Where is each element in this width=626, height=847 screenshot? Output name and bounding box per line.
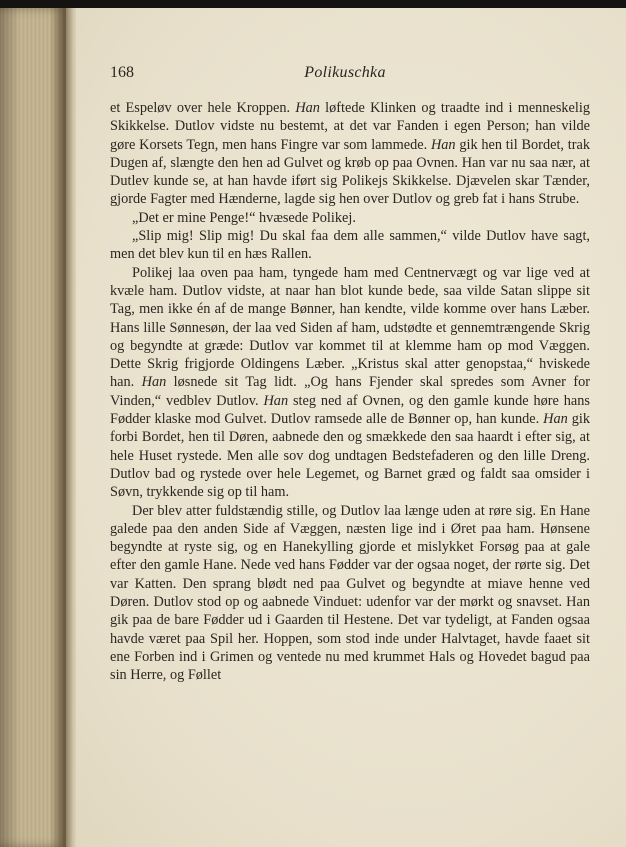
italic-emphasis: Han [263,392,289,409]
italic-emphasis: Han [295,100,320,116]
page-header [110,64,580,86]
scan-top-edge [0,0,626,8]
body-text [110,99,590,685]
book-page-edges [0,8,66,847]
paragraph: Polikej laa oven paa ham, tyngede ham med Centnervægt og var lige ved at kvæle ham. Dutlov vidste, at naar han blot kunde bede, saa vilde Satan slippe sit Tag, men ikke én af de mange Bønner, han kendte, vilde komme over hans Læber. Hans lille Sønnesøn, der laa ved Siden af ham, udstødte et gennemtrængende Skrig og begyndte at græde: Dutlov var kommet til at klemme ham op mod Væggen. Dette Skrig frigjorde Oldingens Læber. „Kristus skal atter genopstaa,“ hviskede han. Han løsnede sit Tag lidt. „Og hans Fjender skal spredes som Avner for Vinden,“ vedblev Dutlov. Han steg ned af Ovnen, og den gamle kunde høre hans Fødder klaske mod Gulvet. Dutlov ramsede alle de Bønner op, han kunde. Han gik forbi Bordet, hen til Døren, aabnede den og smækkede den saa haardt i efter sig, at hele Huset rystede. Men alle sov dog undtagen Bedstefaderen og den lille Dreng. Dutlov bad og rystede over hele Legemet, og Barnet græd og faldt saa omsider i Søvn, trykkende sig op til ham. [110,264,591,501]
italic-emphasis: Han [141,374,167,391]
running-title: Polikuschka [304,64,386,81]
paragraph: „Det er mine Penge!“ hvæsede Polikej. [132,209,356,226]
paragraph: „Slip mig! Slip mig! Du skal faa dem alle sammen,“ vilde Dutlov have sagt, men det blev kun til en hæs Rallen. [110,228,590,263]
paragraph: Der blev atter fuldstændig stille, og Dutlov laa længe uden at røre sig. En Hane galede paa den anden Side af Væggen, næsten lige ind i Øret paa ham. Hønsene begyndte at ryste sig, og en Hanekylling gjorde et mislykket Forsøg paa at gale efter den gamle Hane. Nede ved hans Fødder var der ogsaa noget, der rørte sig. Det var Katten. Den sprang blødt ned paa Gulvet og begyndte at miave henne ved Døren. Dutlov stod op og aabnede Vinduet: udenfor var der mørkt og snavset. Han gik paa de bare Fødder ud i Gaarden til Hestene. Det var tydeligt, at Fanden ogsaa havde været paa Spil her. Hoppen, som stod inde under Halvtaget, havde faaet sit ene Forben ind i Grimen og ventede nu med krummet Hals og Hovedet bagud paa sin Herre, og Føllet [110,502,590,684]
italic-emphasis: Han [430,136,456,153]
page-number: 168 [110,64,134,81]
italic-emphasis: Han [543,411,568,428]
paragraph: et Espeløv over hele Kroppen. Han løftede Klinken og traadte ind i menneskelig Skikkelse. Dutlov vidste nu bestemt, at det var Fanden i egen Person; han vilde gøre Korsets Tegn, men hans Fingre var som lammede. Han gik hen til Bordet, trak Dugen af, slængte den hen ad Gulvet og krøb op paa Ovnen. Han var nu saa nær, at Dutlev kunde se, at han havde iført sig Polikejs Skikkelse. Djævelen skar Tænder, gjorde Fagter med Hænderne, lagde sig hen over Dutlov og greb fat i hans Strube. [110,100,590,208]
